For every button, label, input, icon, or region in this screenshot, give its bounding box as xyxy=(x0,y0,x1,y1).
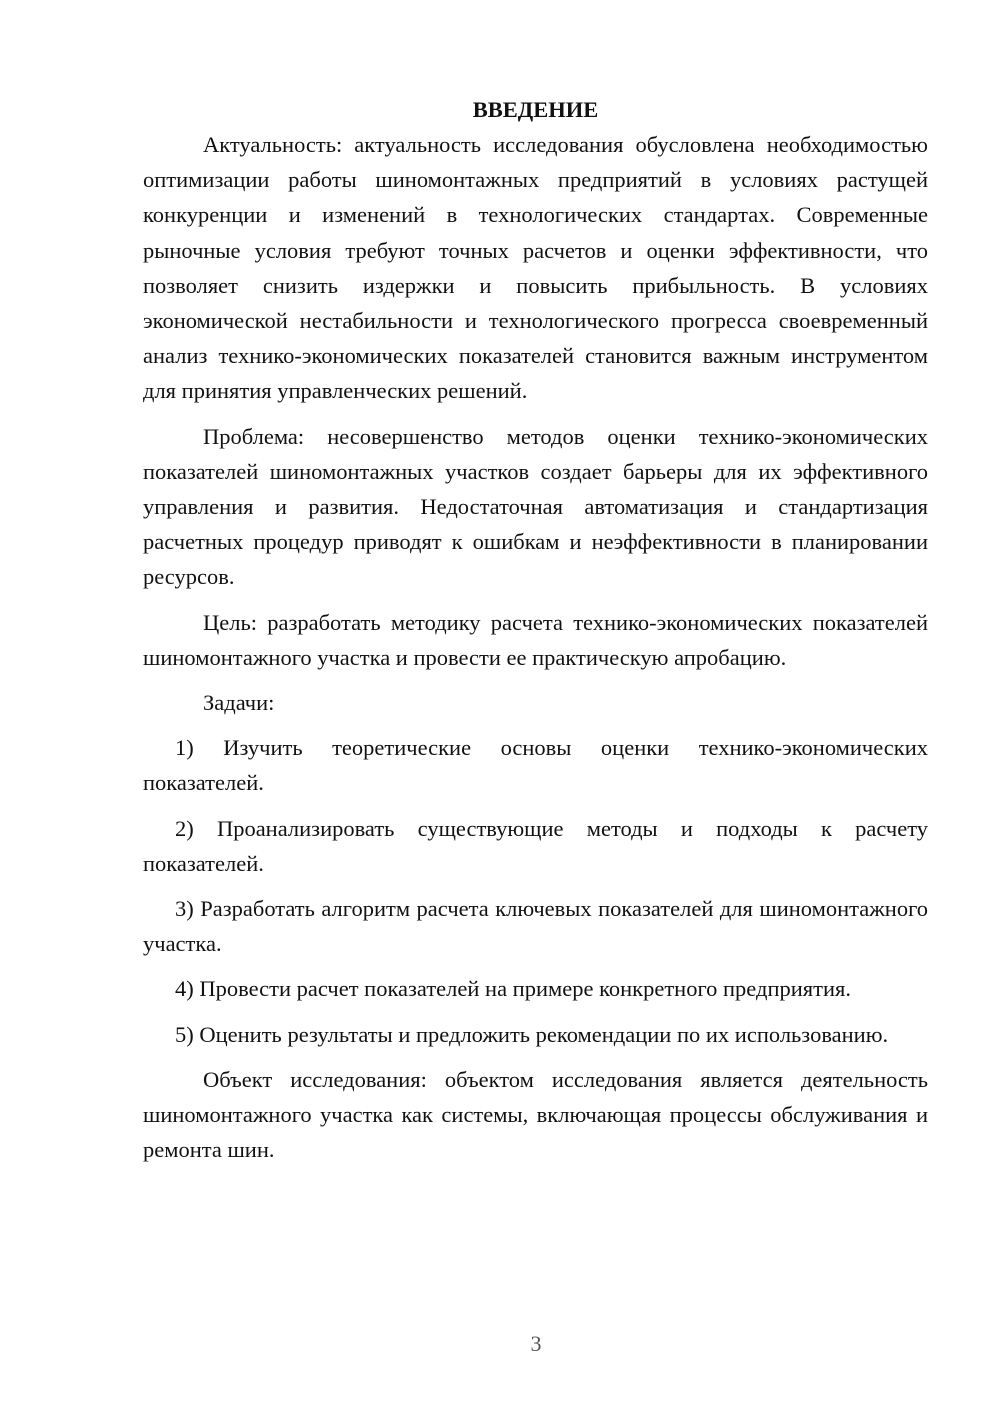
paragraph-relevance: Актуальность: актуальность исследования обусловлена необходимостью оптимизации работы шиномонтажных предприятий в условиях растущей конкуренции и изменений в технологических стандартах. Современные рыночные условия требуют точных расчетов и оценки эффективности, что позволяет снизить издержки и повысить прибыльность. В условиях экономической нестабильности и технологического прогресса своевременный анализ технико-экономических показателей становится важным инструментом для принятия управленческих решений. xyxy=(143,132,928,404)
paragraph-goal: Цель: разработать методику расчета технико-экономических показателей шиномонтажного участка и провести ее практическую апробацию. xyxy=(143,609,928,670)
page-number: 3 xyxy=(530,1331,542,1356)
document-page xyxy=(143,92,928,1167)
task-item: 2) Проанализировать существующие методы и подходы к расчету показателей. xyxy=(143,815,928,876)
paragraph-problem: Проблема: несовершенство методов оценки технико-экономических показателей шиномонтажных участков создает барьеры для их эффективного управления и развития. Недостаточная автоматизация и стандартизация расчетных процедур приводят к ошибкам и неэффективности в планировании ресурсов. xyxy=(143,423,928,590)
paragraph-object: Объект исследования: объектом исследования является деятельность шиномонтажного участка как системы, включающая процессы обслуживания и ремонта шин. xyxy=(143,1066,928,1163)
task-item: 3) Разработать алгоритм расчета ключевых показателей для шиномонтажного участка. xyxy=(143,896,928,957)
task-item: 4) Провести расчет показателей на примере конкретного предприятия. xyxy=(175,976,851,1002)
tasks-list xyxy=(143,730,928,1052)
tasks-heading: Задачи: xyxy=(203,690,275,716)
task-item: 5) Оценить результаты и предложить рекомендации по их использованию. xyxy=(175,1021,889,1047)
task-item: 1) Изучить теоретические основы оценки технико-экономических показателей. xyxy=(143,735,928,796)
section-title: ВВЕДЕНИЕ xyxy=(472,97,599,122)
